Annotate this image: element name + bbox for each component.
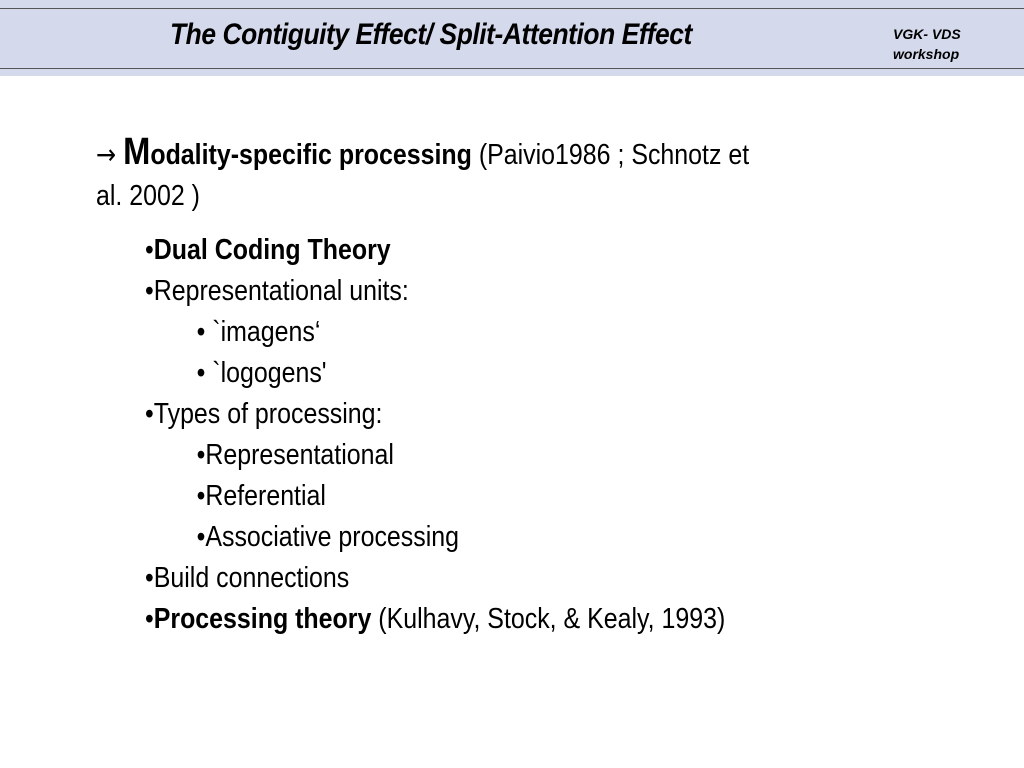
- bullet-marker: •: [196, 521, 206, 553]
- bullet-marker: •: [196, 316, 213, 348]
- bullet-marker: •: [145, 562, 154, 594]
- list-item-text: Build connections: [153, 562, 350, 594]
- list-item-text: Associative processing: [205, 521, 460, 553]
- bullet-marker: •: [196, 439, 206, 471]
- main-point-line2: al. 2002 ): [96, 180, 200, 212]
- workshop-label-line1: VGK- VDS: [893, 26, 961, 42]
- bullet-marker: •: [145, 398, 154, 430]
- slide-title: The Contiguity Effect/ Split-Attention Effect: [170, 18, 692, 51]
- workshop-label: [893, 24, 961, 64]
- list-item: [145, 312, 725, 353]
- main-point-heading: odality-specific processing: [150, 139, 472, 171]
- header-divider-top: [0, 8, 1024, 9]
- list-item: [145, 517, 725, 558]
- list-item-bold: Dual Coding Theory: [153, 234, 391, 266]
- list-item-text: `imagens‘: [212, 316, 321, 348]
- list-item-text: `logogens': [212, 357, 327, 389]
- list-item-text: (Kulhavy, Stock, & Kealy, 1993): [371, 603, 726, 635]
- list-item-text: Representational units:: [153, 275, 409, 307]
- list-item-text: Representational: [205, 439, 394, 471]
- main-point-citation: (Paivio1986 ; Schnotz et: [471, 139, 750, 171]
- main-point-line1: [96, 132, 784, 176]
- header-divider-bottom: [0, 68, 1024, 69]
- list-item: [145, 476, 725, 517]
- main-point-initial: M: [123, 131, 151, 173]
- bullet-marker: •: [145, 275, 154, 307]
- list-item: [145, 353, 725, 394]
- list-item-text: Types of processing:: [153, 398, 383, 430]
- list-item: [145, 558, 725, 599]
- list-item: [145, 599, 725, 640]
- list-item: [145, 230, 725, 271]
- list-item: [145, 435, 725, 476]
- workshop-label-line2: workshop: [893, 46, 960, 62]
- arrow-icon: →: [96, 138, 117, 171]
- list-item-text: Referential: [205, 480, 326, 512]
- main-point: [96, 132, 896, 217]
- bullet-marker: •: [196, 357, 213, 389]
- bullet-marker: •: [145, 603, 154, 635]
- list-item-bold: Processing theory: [153, 603, 372, 635]
- list-item: [145, 394, 725, 435]
- list-item: [145, 271, 725, 312]
- bullet-marker: •: [196, 480, 206, 512]
- bullet-marker: •: [145, 234, 154, 266]
- bullet-list: [145, 230, 820, 640]
